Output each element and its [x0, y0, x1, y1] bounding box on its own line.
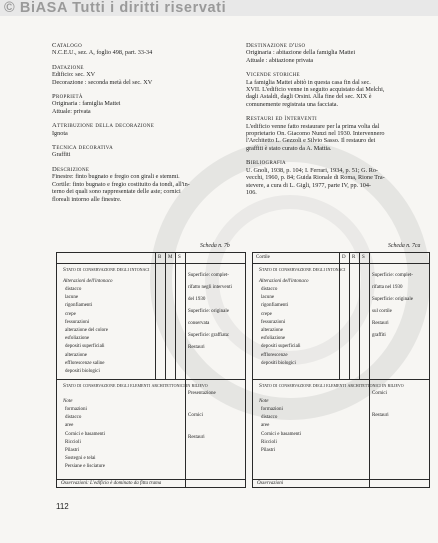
table-note: graffiti: [372, 333, 386, 338]
block-line: L'edificio venne fatto restaurare per la prima volta dal: [246, 122, 380, 130]
section-title: Stato di conservazione degli intonaci: [63, 267, 150, 273]
block-line: floreali intorno alle finestre.: [52, 195, 122, 203]
table-note: Restauri: [372, 321, 389, 326]
table-row-label: efflorescenze: [261, 352, 288, 358]
scheda-label-right: Scheda n. 7ca: [388, 243, 421, 249]
table-row-label: Cornici e basamenti: [261, 431, 301, 437]
table-row-label: depositi superficiali: [65, 344, 105, 350]
condition-tables: [56, 252, 430, 488]
text-block: [246, 115, 428, 152]
table-row-label: distacco: [65, 287, 82, 292]
right-text-column: [246, 42, 428, 203]
table-row-label: rigonfiamenti: [65, 303, 93, 309]
table-row-label: aree: [261, 423, 270, 429]
block-line: stevere, a cura di L. Gigli, 1977, parte IV, pp. 104-: [246, 181, 371, 189]
table-row-label: fessurazioni: [65, 319, 90, 325]
block-line: Cortile: finto bugnato e fregio costituito da tondi, all'in-: [52, 180, 190, 188]
table-row-label: efflorescenze saline: [65, 360, 105, 366]
block-line: graffiti è stato curato da A. Mattia.: [246, 144, 332, 152]
block-line: comunemente registrata una facciata.: [246, 100, 339, 108]
table-note: rifatta nel 1930: [372, 285, 403, 290]
column-header: M: [168, 255, 173, 260]
block-line: Ignota: [52, 129, 68, 137]
table-note: Superficie: complet-: [188, 273, 229, 278]
table-row-label: crepe: [65, 311, 76, 317]
table-note: conservata: [188, 321, 210, 326]
table-row-label: Pilastri: [65, 448, 80, 453]
block-line: Decorazione : seconda metà del sec. XV: [52, 78, 153, 86]
table-row-label: depositi superficiali: [261, 344, 301, 350]
table-rule: [57, 479, 245, 480]
table-row-label: lacune: [261, 295, 275, 301]
text-block: [246, 71, 428, 108]
block-heading: Bibliografia: [246, 159, 286, 167]
block-line: Originaria : famiglia Mattei: [52, 100, 121, 108]
table-row-label: Riccioli: [261, 439, 277, 445]
block-line: Originaria : abitazione della famiglia Mattei: [246, 49, 356, 57]
left-text-column: [52, 42, 234, 210]
column-header: D: [342, 255, 346, 260]
section-subtitle: Note: [63, 399, 73, 404]
table-row-label: aree: [65, 423, 74, 429]
table-row-label: Cornici e basamenti: [65, 431, 105, 437]
table-rule: [359, 253, 360, 379]
text-block: [246, 42, 428, 64]
table-note: Superficie: originale: [372, 297, 413, 302]
column-header: S: [178, 255, 181, 260]
section-subtitle: Note: [259, 399, 269, 404]
watermark-banner: © BiASA Tutti i diritti riservati: [0, 0, 438, 16]
block-line: Finestre: finto bugnato e fregio con girali e stemmi.: [52, 173, 180, 181]
text-block: [52, 166, 234, 203]
block-heading: Attribuzione della decorazione: [52, 122, 155, 130]
text-block: [52, 93, 234, 115]
column-header: B: [158, 255, 162, 260]
block-line: U. Gnoli, 1938, p. 104; I. Ferrari, 1934, p. 51; G. Ro-: [246, 166, 378, 174]
table-footer: Osservazioni: L'edificio è dominato da fitta trama: [61, 481, 162, 486]
table-row-label: Riccioli: [65, 439, 81, 445]
table-row-label: alterazione: [261, 328, 283, 333]
table-note: del 1930: [188, 297, 206, 302]
table-rule: [165, 253, 166, 379]
block-heading: Datazione: [52, 63, 84, 71]
table-note: Cornici: [372, 391, 387, 396]
table-note: Restauri: [188, 435, 205, 440]
table-note: Superficie: originale: [188, 309, 229, 314]
table-note: sul cortile: [372, 309, 392, 314]
table-row-label: depositi biologici: [65, 369, 100, 374]
table-rule: [369, 253, 370, 487]
block-line: XVII. L'edificio venne in seguito acquistato dai Melchi,: [246, 86, 385, 94]
section-subtitle: Alterazioni dell'intonaco: [259, 279, 309, 284]
text-block: [246, 159, 428, 196]
block-line: 106.: [246, 188, 257, 196]
table-note: Superficie: graffiata:: [188, 333, 230, 338]
table-rule: [57, 263, 245, 264]
block-heading: Restauri ed ìnterventi: [246, 115, 317, 123]
column-header: Cortile: [256, 255, 270, 260]
table-rule: [57, 379, 245, 380]
block-line: l'Architetto L. Gezzoli e Silvio Sasso. Il restauro dei: [246, 137, 376, 145]
block-line: vecchi, 1960, p. 84; Guida Rionale di Roma, Rione Tra-: [246, 174, 385, 182]
block-heading: Catalogo: [52, 42, 83, 49]
table-note: Restauri: [188, 345, 205, 350]
table-row-label: alterazione del colore: [65, 328, 109, 333]
table-row-label: alterazione: [65, 352, 87, 358]
text-block: [52, 64, 234, 86]
section-title: Stato di conservazione degli elementi architettonici in rilievo: [63, 383, 208, 389]
scheda-label-left: Scheda n. 7b: [200, 243, 230, 249]
table-row-label: distacco: [65, 415, 82, 421]
table-rule: [253, 263, 429, 264]
condition-table-facade: [56, 252, 246, 488]
condition-table-courtyard: [252, 252, 430, 488]
table-row-label: fessurazioni: [261, 319, 286, 325]
table-row-label: esfoliazione: [65, 336, 90, 342]
block-heading: Descrizione: [52, 165, 90, 173]
table-footer: Osservazioni: [257, 481, 284, 486]
block-line: proprietario On. Giacomo Nunzi nel 1930. Intervennero: [246, 130, 385, 138]
text-block: [52, 122, 234, 137]
block-line: Graffiti: [52, 151, 71, 159]
table-rule: [349, 253, 350, 379]
table-row-label: crepe: [261, 311, 272, 317]
table-row-label: distacco: [261, 287, 278, 292]
table-row-label: depositi biologici: [261, 360, 296, 366]
table-row-label: formazioni: [65, 407, 87, 412]
block-line: Edificio: sec. XV: [52, 71, 96, 79]
table-row-label: lacune: [65, 295, 79, 301]
table-note: Cornici: [188, 413, 203, 418]
table-row-label: distacco: [261, 415, 278, 421]
table-note: Presentazione: [188, 391, 216, 396]
block-heading: Tecnica decorativa: [52, 144, 113, 152]
text-block: [52, 144, 234, 159]
table-rule: [175, 253, 176, 379]
section-subtitle: Alterazioni dell'intonaco: [63, 279, 113, 284]
table-rule: [253, 379, 429, 380]
section-title: Stato di conservazione degli intonaci: [259, 267, 346, 273]
table-rule: [185, 253, 186, 487]
block-line: Attuale: privata: [52, 107, 91, 115]
text-block: [52, 42, 234, 57]
block-line: La famiglia Mattei abitò in questa casa fin dal sec.: [246, 78, 371, 86]
block-line: N.C.E.U., sez. A, foglio 498, part. 33-34: [52, 49, 153, 57]
block-line: dagli Astaldi, dagli Orsini. Alla fine del sec. XIX è: [246, 93, 372, 101]
column-header: R: [352, 255, 356, 260]
table-row-label: Persiane e lisciature: [65, 464, 105, 470]
block-heading: Proprietà: [52, 93, 83, 101]
table-note: rifatto negli interventi: [188, 285, 232, 290]
table-row-label: rigonfiamenti: [261, 303, 289, 309]
section-title: Stato di conservazione degli elementi architettonici in rilievo: [259, 383, 404, 389]
block-line: terno dei quali sono rappresentate delle aste; cornici: [52, 188, 181, 196]
table-rule: [155, 253, 156, 379]
page-number: 112: [56, 502, 69, 511]
block-heading: Vicende storiche: [246, 71, 300, 79]
block-line: Attuale : abitazione privata: [246, 56, 314, 64]
table-row-label: Pilastri: [261, 448, 276, 453]
block-heading: Destinazione d'uso: [246, 42, 306, 49]
table-row-label: esfoliazione: [261, 336, 286, 342]
table-row-label: formazioni: [261, 407, 283, 412]
table-row-label: Sostegni e telai: [65, 456, 96, 462]
column-header: S: [362, 255, 365, 260]
table-rule: [253, 479, 429, 480]
table-note: Restauri: [372, 413, 389, 418]
table-note: Superficie: complet-: [372, 273, 413, 278]
